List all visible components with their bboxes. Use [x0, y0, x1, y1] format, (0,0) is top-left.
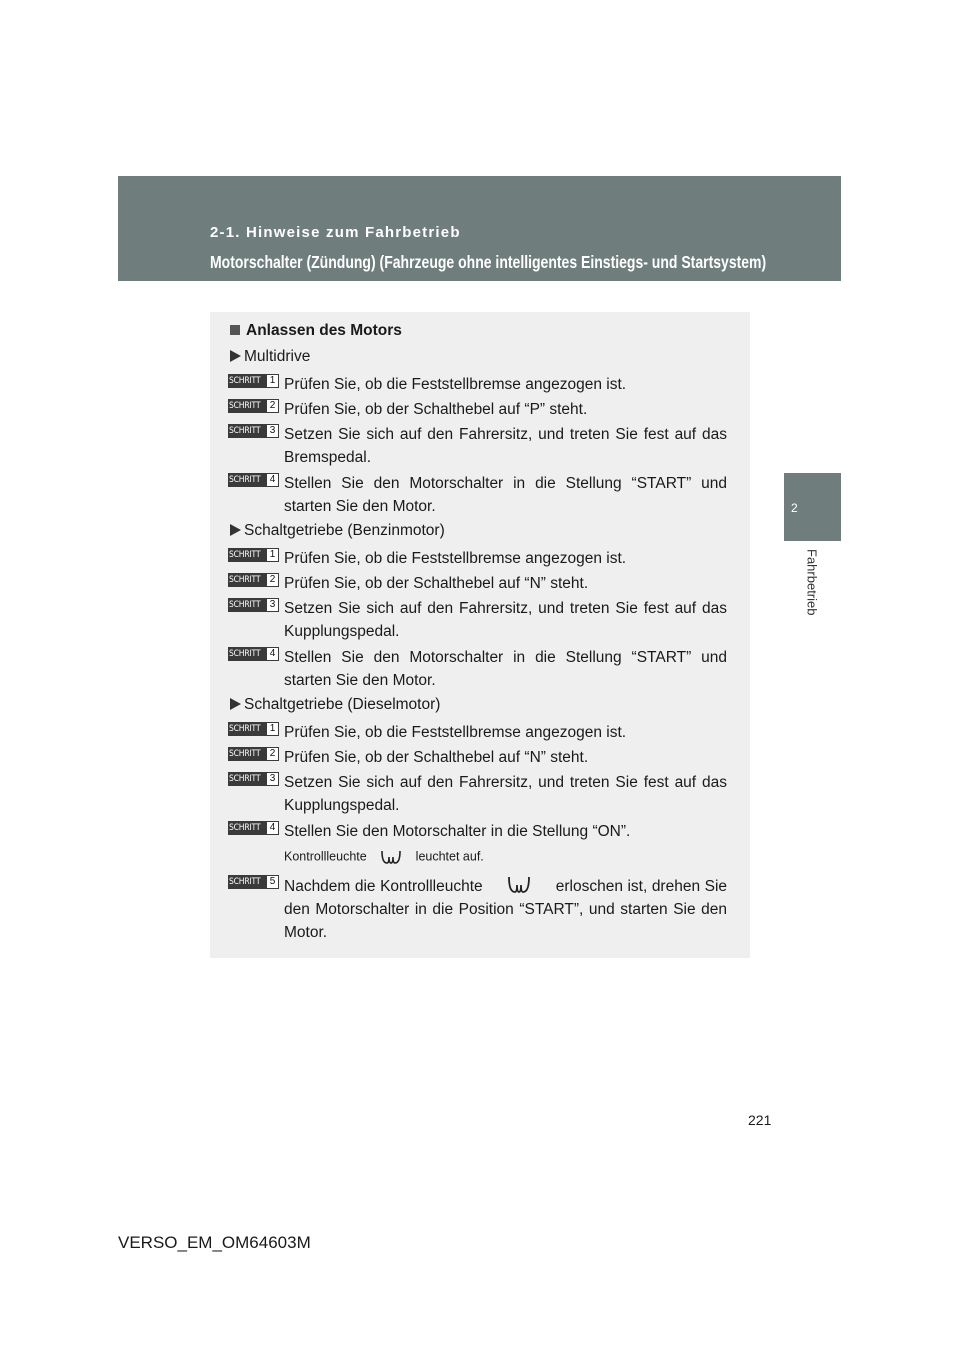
step-text: Prüfen Sie, ob der Schalthebel auf “P” steht. — [284, 401, 588, 418]
step-badge: SCHRITT 4 — [228, 647, 279, 661]
step-badge: SCHRITT 3 — [228, 424, 279, 438]
glow-plug-indicator-icon — [497, 874, 541, 896]
step-text: Nachdem die Kontrollleuchte erloschen ist, drehen Sie den Motorschalter in die Position “START”, und starten Sie den Motor. — [284, 874, 727, 944]
section-heading: Anlassen des Motors — [230, 322, 402, 340]
step-badge: SCHRITT 3 — [228, 772, 279, 786]
glow-plug-indicator-icon — [376, 847, 406, 867]
step-text: Stellen Sie den Motorschalter in die Stellung “ON”. — [284, 823, 631, 840]
step-text: Setzen Sie sich auf den Fahrersitz, und treten Sie fest auf das Bremspedal. — [284, 426, 727, 466]
step-badge: SCHRITT 5 — [228, 875, 279, 889]
step-text: Prüfen Sie, ob die Feststellbremse angezogen ist. — [284, 724, 627, 741]
chapter-label-area — [784, 541, 841, 651]
step-badge: SCHRITT 1 — [228, 374, 279, 388]
triangle-bullet-icon — [230, 350, 241, 362]
glow-indicator-note: Kontrollleuchte leuchtet auf. — [284, 847, 484, 867]
step-badge: SCHRITT 1 — [228, 722, 279, 736]
chapter-number: 2 — [791, 501, 798, 515]
triangle-bullet-icon — [230, 698, 241, 710]
step-badge: SCHRITT 3 — [228, 598, 279, 612]
step-badge: SCHRITT 2 — [228, 399, 279, 413]
step-text: Setzen Sie sich auf den Fahrersitz, und treten Sie fest auf das Kupplungspedal. — [284, 774, 727, 814]
content-box — [210, 312, 750, 958]
step-text: Setzen Sie sich auf den Fahrersitz, und treten Sie fest auf das Kupplungspedal. — [284, 600, 727, 640]
chapter-label: Fahrbetrieb — [804, 549, 820, 616]
step-badge: SCHRITT 2 — [228, 573, 279, 587]
group-title-diesel: Schaltgetriebe (Dieselmotor) — [230, 696, 440, 714]
triangle-bullet-icon — [230, 524, 241, 536]
group-title-multidrive: Multidrive — [230, 348, 310, 366]
step-text: Stellen Sie den Motorschalter in die Stellung “START” und starten Sie den Motor. — [284, 475, 727, 515]
step-badge: SCHRITT 4 — [228, 821, 279, 835]
step-text: Prüfen Sie, ob der Schalthebel auf “N” steht. — [284, 749, 589, 766]
square-bullet-icon — [230, 325, 240, 335]
step-badge: SCHRITT 4 — [228, 473, 279, 487]
step-text: Prüfen Sie, ob die Feststellbremse angezogen ist. — [284, 376, 627, 393]
step-text: Prüfen Sie, ob die Feststellbremse angezogen ist. — [284, 550, 627, 567]
document-code: VERSO_EM_OM64603M — [118, 1233, 311, 1252]
step-badge: SCHRITT 2 — [228, 747, 279, 761]
step-text: Prüfen Sie, ob der Schalthebel auf “N” steht. — [284, 575, 589, 592]
section-title: 2-1. Hinweise zum Fahrbetrieb — [210, 224, 461, 241]
step-text: Stellen Sie den Motorschalter in die Stellung “START” und starten Sie den Motor. — [284, 649, 727, 689]
page-number: 221 — [748, 1112, 772, 1128]
step-badge: SCHRITT 1 — [228, 548, 279, 562]
header-band — [118, 176, 841, 281]
group-title-benzin: Schaltgetriebe (Benzinmotor) — [230, 522, 445, 540]
page-title: Motorschalter (Zündung) (Fahrzeuge ohne intelligentes Einstiegs- und Startsystem) — [210, 252, 767, 272]
chapter-tab[interactable] — [784, 473, 841, 541]
